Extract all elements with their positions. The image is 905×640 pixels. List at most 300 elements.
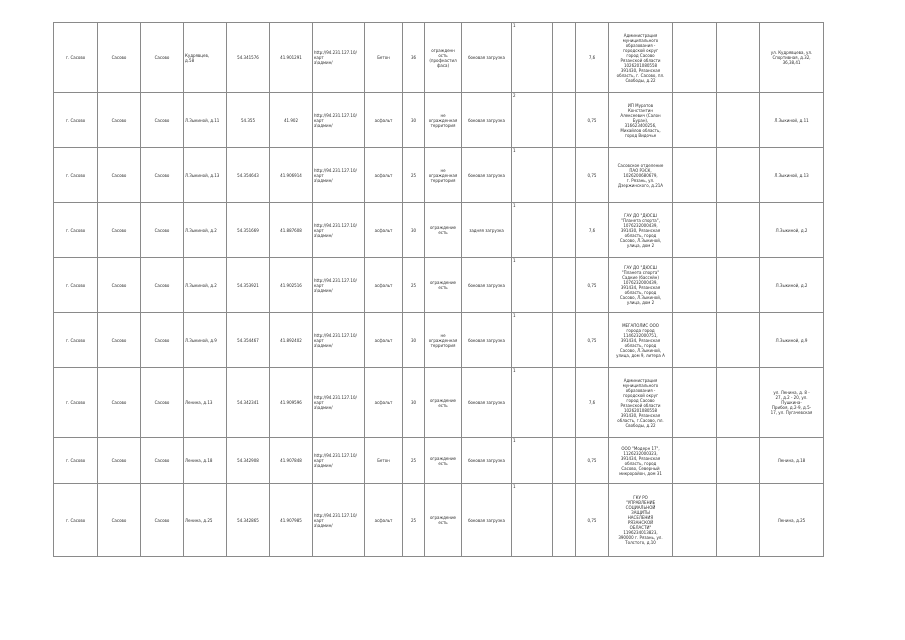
table-cell — [184, 23, 227, 93]
table-cell — [512, 23, 553, 93]
cell-text: Ленина, д.13 — [185, 400, 213, 405]
table-cell — [141, 203, 184, 258]
table-cell — [462, 368, 512, 438]
table-cell — [717, 203, 760, 258]
table-cell — [365, 148, 403, 203]
cell-text: 54.351669 — [237, 227, 259, 233]
table-cell — [609, 23, 673, 93]
table-cell — [512, 203, 553, 258]
table-cell — [576, 148, 609, 203]
table-cell — [98, 258, 141, 313]
cell-text: боковая загрузка — [468, 55, 505, 60]
cell-text: http://94.231.127.10/карт а\админ/ — [314, 50, 357, 65]
table-cell — [403, 368, 425, 438]
cell-text: Сасово — [111, 55, 127, 60]
table-cell — [54, 148, 98, 203]
table-cell — [313, 203, 365, 258]
cell-text: Сасово — [154, 337, 170, 343]
table-cell — [403, 203, 425, 258]
table-cell — [54, 368, 98, 438]
cell-text: асфальт — [374, 227, 393, 233]
cell-text: 41.887608 — [280, 227, 302, 233]
table-cell — [576, 23, 609, 93]
cell-text: Ленина, д.18 — [777, 458, 806, 463]
cell-text: 0,75 — [587, 117, 597, 123]
table-cell — [270, 313, 313, 368]
table-cell — [98, 368, 141, 438]
table-cell — [609, 203, 673, 258]
cell-text: Л.Зыкиной, д.2 — [185, 227, 217, 233]
cell-text: боковая загрузка — [468, 458, 505, 463]
table-cell — [184, 258, 227, 313]
table-cell — [673, 484, 717, 557]
cell-text: Сасово — [154, 282, 170, 288]
table-cell — [227, 23, 270, 93]
table-cell — [553, 438, 576, 484]
cell-text: ограждение есть — [429, 397, 457, 408]
table-cell — [673, 313, 717, 368]
table-cell — [462, 93, 512, 148]
cell-text: Сасово — [111, 517, 127, 523]
table-cell — [365, 313, 403, 368]
cell-text: Л.Зыкиной, д.13 — [774, 172, 809, 178]
table-cell — [609, 438, 673, 484]
cell-text: 0,75 — [587, 517, 597, 523]
table-cell — [270, 93, 313, 148]
table-cell — [141, 313, 184, 368]
table-cell — [270, 148, 313, 203]
cell-text: Администрация муниципального образования - городской округ город Сасово Рязанской области 1026201080558 391430, Рязанская область, г. Сасово, пл. Свободы, д.22 — [616, 32, 665, 83]
cell-text: Л.Зыкиной, д.9 — [775, 337, 808, 343]
cell-text: 54.354467 — [237, 337, 259, 343]
table-cell — [425, 203, 462, 258]
cell-text: задняя загрузка — [469, 227, 504, 233]
table-cell — [403, 93, 425, 148]
cell-text: 54.355 — [241, 117, 255, 123]
cell-text: 1 — [513, 368, 516, 373]
table-row — [54, 93, 824, 148]
cell-text: ООО "Модерн 17", 1126232000323, 391434, Рязанская область, город Сасово, Северный микрорайон, дом 31 — [619, 445, 662, 476]
cell-text: ограждение есть — [429, 515, 457, 525]
table-row — [54, 368, 824, 438]
table-cell — [270, 484, 313, 557]
cell-text: боковая загрузка — [468, 517, 505, 523]
cell-text: 36 — [410, 55, 417, 60]
cell-text: Кудрявцев, д.58 — [185, 52, 210, 63]
table-cell — [227, 148, 270, 203]
table-cell — [98, 93, 141, 148]
table-cell — [54, 23, 98, 93]
table-cell — [462, 23, 512, 93]
cell-text: http://94.231.127.10/карт а\админ/ — [314, 512, 357, 528]
table-row — [54, 258, 824, 313]
cell-text: 2 — [513, 93, 516, 98]
cell-text: 54.342341 — [237, 400, 259, 405]
cell-text: Сасово — [154, 227, 170, 233]
cell-text: Сасово — [154, 172, 170, 178]
cell-text: боковая загрузка — [468, 117, 505, 123]
cell-text: Сасово — [154, 55, 170, 60]
table-cell — [227, 203, 270, 258]
cell-text: ул. Ленина, д. 8 - 27, д.2 - 20, ул. Пушкина- Прибоя, д.2-9, д.5- 17, ул. Пугачевская — [770, 390, 813, 415]
table-cell — [609, 313, 673, 368]
cell-text: Сасово — [111, 172, 127, 178]
table-cell — [576, 313, 609, 368]
table-cell — [403, 258, 425, 313]
cell-text: г. Сасово — [65, 282, 86, 288]
cell-text: http://94.231.127.10/карт а\админ/ — [314, 112, 357, 128]
table-cell — [184, 203, 227, 258]
table-cell — [98, 203, 141, 258]
table-cell — [227, 313, 270, 368]
table-cell — [576, 438, 609, 484]
table-cell — [141, 438, 184, 484]
cell-text: Ленина, д.25 — [185, 517, 213, 523]
cell-text: http://94.231.127.10/карт а\админ/ — [314, 222, 357, 238]
cell-text: 41.906914 — [280, 172, 302, 178]
cell-text: Сасово — [111, 117, 127, 123]
table-cell — [313, 368, 365, 438]
cell-text: http://94.231.127.10/карт а\админ/ — [314, 453, 357, 468]
table-cell — [365, 258, 403, 313]
table-cell — [609, 148, 673, 203]
table-cell — [673, 258, 717, 313]
table-cell — [403, 313, 425, 368]
table-cell — [462, 484, 512, 557]
table-cell — [717, 258, 760, 313]
cell-text: ГАУ ДО "ДЮСШ "Планета спорта" Садкие (бассейн) 1076232000439, 391434, Рязанская область, город Сасово, Л.Зыкиной, улица, дом 2 — [619, 265, 662, 305]
table-cell — [425, 148, 462, 203]
table-cell — [365, 23, 403, 93]
table-cell — [717, 23, 760, 93]
cell-text: Сасово — [111, 337, 127, 343]
table-cell — [54, 313, 98, 368]
cell-text: асфальт — [374, 400, 393, 405]
table-cell — [54, 93, 98, 148]
cell-text: 41.902516 — [280, 282, 302, 288]
cell-text: 54.354643 — [237, 172, 259, 178]
table-cell — [576, 484, 609, 557]
table-cell — [609, 258, 673, 313]
cell-text: Л.Зыкиной, д.9 — [185, 337, 217, 343]
cell-text: 30 — [410, 400, 417, 405]
table-cell — [673, 368, 717, 438]
table-cell — [717, 368, 760, 438]
table-cell — [717, 148, 760, 203]
cell-text: 1 — [513, 313, 516, 318]
table-cell — [313, 148, 365, 203]
table-cell — [760, 23, 824, 93]
table-cell — [365, 484, 403, 557]
cell-text: ГАУ ДО "ДЮСШ "Планета спорта", 1076232000439, 391430, Рязанская область, город Сасово, Л.Зыкиной, улица, дом 2 — [619, 212, 662, 248]
table-cell — [403, 23, 425, 93]
table-cell — [98, 23, 141, 93]
cell-text: 41.907985 — [280, 517, 302, 523]
table-cell — [760, 368, 824, 438]
cell-text: 30 — [410, 117, 417, 123]
table-cell — [98, 484, 141, 557]
table-cell — [425, 438, 462, 484]
cell-text: асфальт — [374, 517, 393, 523]
table-cell — [270, 258, 313, 313]
table-cell — [270, 23, 313, 93]
table-cell — [717, 313, 760, 368]
table-cell — [270, 438, 313, 484]
cell-text: 25 — [410, 458, 417, 463]
cell-text: боковая загрузка — [468, 172, 505, 178]
cell-text: Ленина, д.18 — [185, 458, 213, 463]
table-cell — [673, 23, 717, 93]
table-cell — [553, 148, 576, 203]
table-cell — [54, 438, 98, 484]
cell-text: 54.342908 — [237, 458, 259, 463]
cell-text: 1 — [513, 484, 516, 489]
table-cell — [425, 23, 462, 93]
registry-table — [53, 22, 824, 557]
cell-text: 0,75 — [587, 172, 597, 178]
table-cell — [425, 93, 462, 148]
table-cell — [313, 313, 365, 368]
cell-text: 1 — [513, 148, 516, 153]
table-cell — [512, 148, 553, 203]
cell-text: 41.907848 — [280, 458, 302, 463]
table-cell — [512, 368, 553, 438]
table-cell — [760, 258, 824, 313]
table-cell — [270, 203, 313, 258]
cell-text: 1 — [513, 23, 516, 28]
cell-text: 41.892402 — [280, 337, 302, 343]
table-row — [54, 203, 824, 258]
table-row — [54, 313, 824, 368]
table-cell — [227, 484, 270, 557]
table-cell — [576, 368, 609, 438]
table-cell — [512, 93, 553, 148]
table-cell — [403, 438, 425, 484]
table-cell — [760, 438, 824, 484]
cell-text: 1 — [513, 258, 516, 263]
cell-text: ограждение есть — [429, 280, 457, 290]
table-cell — [673, 93, 717, 148]
table-cell — [98, 148, 141, 203]
table-cell — [403, 484, 425, 557]
table-cell — [717, 484, 760, 557]
table-cell — [365, 93, 403, 148]
table-cell — [184, 93, 227, 148]
table-cell — [98, 313, 141, 368]
cell-text: Л.Зыкиной, д.11 — [185, 117, 220, 123]
cell-text: не огражденная территория — [428, 167, 458, 183]
cell-text: боковая загрузка — [468, 282, 505, 288]
cell-text: 7,6 — [588, 227, 596, 233]
table-cell — [365, 203, 403, 258]
cell-text: Сасово — [154, 458, 170, 463]
cell-text: Бетон — [377, 458, 390, 463]
table-cell — [576, 258, 609, 313]
cell-text: http://94.231.127.10/карт а\админ/ — [314, 277, 357, 293]
table-cell — [313, 93, 365, 148]
cell-text: 30 — [410, 337, 417, 343]
table-cell — [462, 148, 512, 203]
table-cell — [313, 23, 365, 93]
table-cell — [54, 484, 98, 557]
cell-text: асфальт — [374, 282, 393, 288]
table-cell — [141, 23, 184, 93]
table-cell — [760, 93, 824, 148]
table-cell — [512, 258, 553, 313]
table-cell — [512, 484, 553, 557]
table-cell — [760, 148, 824, 203]
cell-text: асфальт — [374, 337, 393, 343]
table-cell — [760, 484, 824, 557]
table-cell — [141, 148, 184, 203]
table-cell — [141, 484, 184, 557]
table-cell — [54, 203, 98, 258]
table-cell — [425, 313, 462, 368]
cell-text: г. Сасово — [65, 117, 86, 123]
cell-text: 25 — [410, 517, 417, 523]
table-cell — [673, 203, 717, 258]
cell-text: Сасово — [154, 400, 170, 405]
cell-text: боковая загрузка — [468, 337, 505, 343]
cell-text: г. Сасово — [65, 517, 86, 523]
table-cell — [227, 258, 270, 313]
cell-text: 41.909596 — [280, 400, 302, 405]
table-cell — [184, 484, 227, 557]
cell-text: г. Сасово — [65, 55, 86, 60]
table-cell — [609, 484, 673, 557]
cell-text: 7,6 — [588, 400, 596, 405]
cell-text: 41.902 — [284, 117, 298, 123]
table-cell — [141, 258, 184, 313]
table-cell — [576, 203, 609, 258]
table-cell — [425, 368, 462, 438]
cell-text: 54.341576 — [237, 55, 259, 60]
table-cell — [270, 368, 313, 438]
cell-text: 25 — [410, 172, 417, 178]
cell-text: Л.Зыкиной, д.2 — [185, 282, 217, 288]
table-cell — [403, 148, 425, 203]
table-cell — [365, 438, 403, 484]
table-cell — [553, 484, 576, 557]
table-cell — [98, 438, 141, 484]
cell-text: не огражденная территория — [428, 112, 458, 128]
table-cell — [553, 313, 576, 368]
table-cell — [553, 258, 576, 313]
table-cell — [54, 258, 98, 313]
cell-text: г. Сасово — [65, 400, 86, 405]
table-cell — [227, 93, 270, 148]
table-cell — [425, 484, 462, 557]
table-cell — [760, 313, 824, 368]
table-cell — [227, 438, 270, 484]
table-cell — [717, 438, 760, 484]
table-cell — [365, 368, 403, 438]
cell-text: асфальт — [374, 172, 393, 178]
table-cell — [462, 258, 512, 313]
table-cell — [141, 368, 184, 438]
cell-text: г. Сасово — [65, 458, 86, 463]
table-cell — [313, 484, 365, 557]
table-cell — [462, 438, 512, 484]
cell-text: 1 — [513, 438, 516, 443]
cell-text: Л.Зыкиной, д.13 — [185, 172, 220, 178]
table-cell — [553, 203, 576, 258]
cell-text: Л.Зыкиной, д.11 — [774, 117, 809, 123]
cell-text: 54.342865 — [237, 517, 259, 523]
cell-text: Л.Зыкиной, д.2 — [775, 227, 808, 233]
cell-text: Сасово — [154, 517, 170, 523]
table-cell — [184, 438, 227, 484]
table-cell — [553, 93, 576, 148]
table-cell — [425, 258, 462, 313]
table-cell — [512, 438, 553, 484]
table-cell — [609, 368, 673, 438]
table-row — [54, 23, 824, 93]
table-cell — [760, 203, 824, 258]
cell-text: 1 — [513, 203, 516, 208]
cell-text: боковая загрузка — [468, 400, 505, 405]
cell-text: 54.353921 — [237, 282, 259, 288]
cell-text: http://94.231.127.10/карт а\админ/ — [314, 395, 357, 410]
cell-text: г. Сасово — [65, 227, 86, 233]
table-cell — [184, 313, 227, 368]
table-cell — [553, 23, 576, 93]
cell-text: http://94.231.127.10/карт а\админ/ — [314, 332, 357, 348]
cell-text: ограждение есть — [429, 225, 457, 235]
cell-text: Ленина, д.25 — [777, 517, 806, 523]
cell-text: ИП Муратов Константин Алексеевич (Салон Буран), 316623400256, Михайлов область, город Видочье — [620, 102, 661, 138]
cell-text: Сасово — [111, 282, 127, 288]
cell-text: Сасово — [111, 227, 127, 233]
cell-text: ограждение есть — [429, 455, 457, 466]
table-cell — [512, 313, 553, 368]
table-cell — [673, 148, 717, 203]
table-cell — [313, 258, 365, 313]
table-cell — [313, 438, 365, 484]
cell-text: 41.901291 — [280, 55, 302, 60]
cell-text: 25 — [410, 282, 417, 288]
cell-text: 0,75 — [587, 458, 597, 463]
cell-text: Сасово — [154, 117, 170, 123]
cell-text: 30 — [410, 227, 417, 233]
table-cell — [227, 368, 270, 438]
table-cell — [553, 368, 576, 438]
cell-text: г. Сасово — [65, 337, 86, 343]
table-cell — [576, 93, 609, 148]
table-row — [54, 438, 824, 484]
table-cell — [462, 313, 512, 368]
cell-text: Сасово — [111, 400, 127, 405]
cell-text: МЕГАПОЛИС ООО города город 1146232000751, 391434, Рязанская область, город Сасово, Л.Зыкиной, улица, дом 9, литера А — [616, 322, 665, 358]
table-cell — [184, 368, 227, 438]
cell-text: 7,6 — [588, 55, 596, 60]
table-cell — [609, 93, 673, 148]
cell-text: Сасово — [111, 458, 127, 463]
cell-text: не огражденная территория — [428, 332, 458, 348]
table-cell — [184, 148, 227, 203]
table-row — [54, 484, 824, 557]
cell-text: ул. Кудрявцева, ул. Спортивная, д.32, 36,38,41 — [770, 50, 813, 65]
cell-text: Бетон — [377, 55, 390, 60]
cell-text: http://94.231.127.10/карт а\админ/ — [314, 167, 357, 183]
cell-text: г. Сасово — [65, 172, 86, 178]
cell-text: 0,75 — [587, 282, 597, 288]
cell-text: Администрация муниципального образования - городской округ город Сасово Рязанской области 1026201080558 391430, Рязанская область, г.Сасово, пл. Свободы, д.22 — [617, 377, 664, 428]
cell-text: Сасовское отделение ПАО РЭСК, 1026200680679, г. Рязань, ул. Дзержинского, д.21А — [617, 162, 664, 188]
table-row — [54, 148, 824, 203]
cell-text: 0,75 — [587, 337, 597, 343]
table-cell — [717, 93, 760, 148]
